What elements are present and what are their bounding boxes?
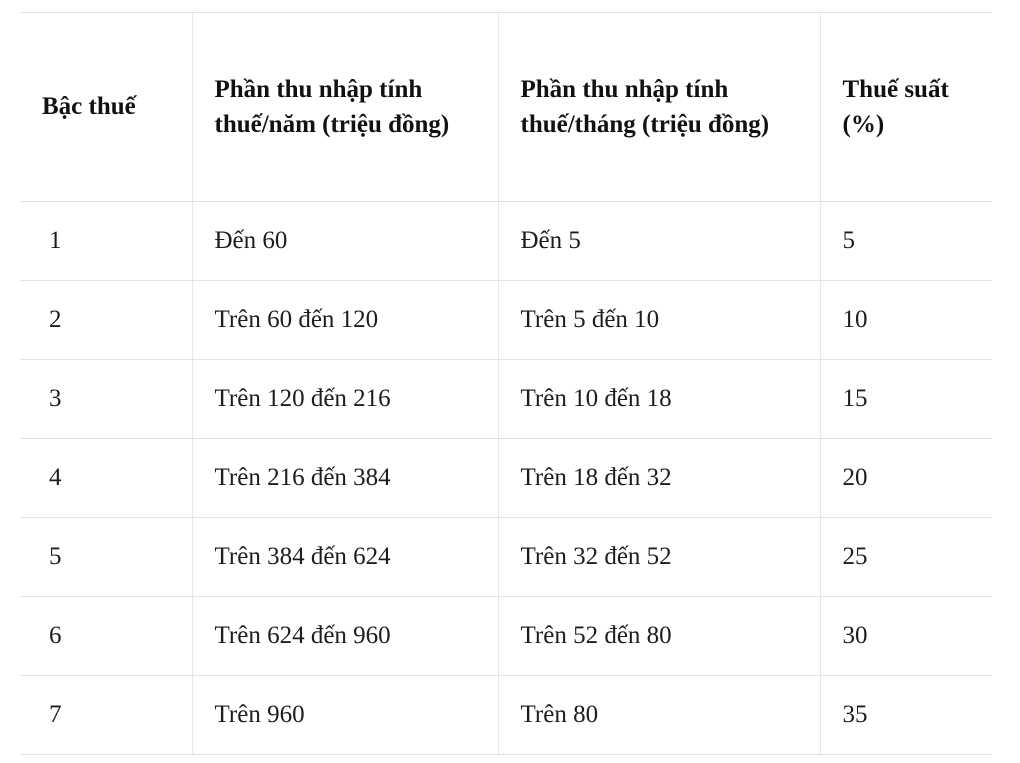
table-row <box>20 518 992 597</box>
cell-monthly-income: Trên 5 đến 10 <box>498 281 820 360</box>
column-header-monthly-income: Phần thu nhập tính thuế/tháng (triệu đồng) <box>498 13 820 202</box>
cell-yearly-income: Trên 120 đến 216 <box>192 360 498 439</box>
cell-yearly-income: Trên 960 <box>192 676 498 755</box>
cell-tax-level: 5 <box>20 518 192 597</box>
cell-yearly-income: Đến 60 <box>192 202 498 281</box>
column-header-tax-rate: Thuế suất (%) <box>820 13 992 202</box>
table-header-row <box>20 13 992 202</box>
cell-tax-level: 2 <box>20 281 192 360</box>
cell-tax-rate: 30 <box>820 597 992 676</box>
table-row <box>20 676 992 755</box>
table-header <box>20 13 992 202</box>
cell-yearly-income: Trên 624 đến 960 <box>192 597 498 676</box>
cell-monthly-income: Trên 18 đến 32 <box>498 439 820 518</box>
cell-yearly-income: Trên 60 đến 120 <box>192 281 498 360</box>
table-row <box>20 202 992 281</box>
cell-tax-level: 6 <box>20 597 192 676</box>
cell-monthly-income: Đến 5 <box>498 202 820 281</box>
cell-monthly-income: Trên 10 đến 18 <box>498 360 820 439</box>
cell-tax-level: 4 <box>20 439 192 518</box>
cell-tax-rate: 5 <box>820 202 992 281</box>
cell-monthly-income: Trên 32 đến 52 <box>498 518 820 597</box>
cell-monthly-income: Trên 80 <box>498 676 820 755</box>
column-header-tax-level: Bậc thuế <box>20 13 192 202</box>
cell-tax-rate: 20 <box>820 439 992 518</box>
cell-tax-rate: 10 <box>820 281 992 360</box>
cell-tax-rate: 15 <box>820 360 992 439</box>
cell-yearly-income: Trên 216 đến 384 <box>192 439 498 518</box>
column-header-yearly-income: Phần thu nhập tính thuế/năm (triệu đồng) <box>192 13 498 202</box>
cell-yearly-income: Trên 384 đến 624 <box>192 518 498 597</box>
table-body <box>20 202 992 755</box>
cell-tax-level: 3 <box>20 360 192 439</box>
cell-tax-rate: 35 <box>820 676 992 755</box>
cell-tax-rate: 25 <box>820 518 992 597</box>
progressive-tax-rate-table <box>20 12 992 755</box>
table-row <box>20 439 992 518</box>
table-row <box>20 281 992 360</box>
cell-tax-level: 7 <box>20 676 192 755</box>
cell-monthly-income: Trên 52 đến 80 <box>498 597 820 676</box>
cell-tax-level: 1 <box>20 202 192 281</box>
table-row <box>20 360 992 439</box>
table-row <box>20 597 992 676</box>
